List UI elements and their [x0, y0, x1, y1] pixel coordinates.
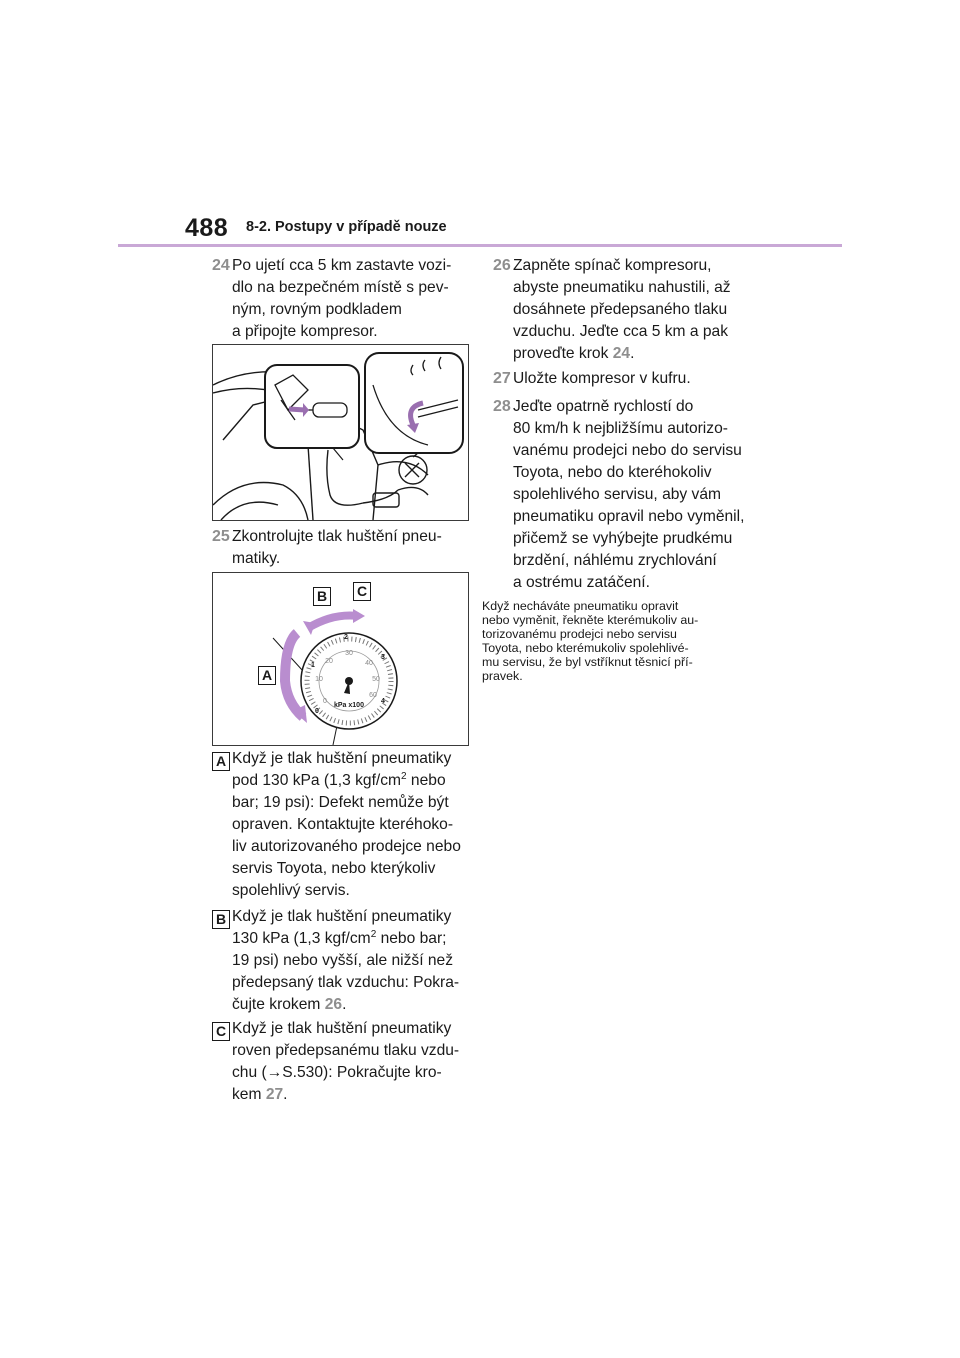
pressure-gauge-figure [212, 572, 469, 746]
step-text: vzduchu. Jeďte cca 5 km a pak [513, 323, 729, 340]
step-text: Jeďte opatrně rychlostí do [513, 398, 694, 415]
step-text: dlo na bezpečném místě s pev- [232, 279, 449, 296]
step-text: přičemž se vyhýbejte prudkému [513, 530, 733, 547]
step-text: proveďte krok 24. [513, 345, 635, 362]
pressure-gauge-drawing [213, 573, 468, 745]
step-text: ným, rovným podkladem [232, 301, 402, 318]
label-a: A [258, 666, 276, 685]
step-number: 26 [493, 257, 511, 274]
note-text: mu servisu, že byl vstříknut těsnicí pří- [482, 655, 693, 669]
note-text: Toyota, nebo kterémukoliv spolehlivé- [482, 641, 689, 655]
label-b: B [313, 587, 331, 606]
header-rule [118, 244, 842, 247]
step-text: a ostrému zatáčení. [513, 574, 650, 591]
description-text: 130 kPa (1,3 kgf/$cm^2$ nebo bar; [232, 929, 447, 947]
step-text: 80 km/h k nejbližšímu autorizo- [513, 420, 728, 437]
description-text: servis Toyota, nebo kterýkoliv [232, 860, 436, 877]
description-text: pod 130 kPa (1,3 kgf/$cm^2$ nebo [232, 771, 446, 789]
compressor-illustration [212, 344, 469, 521]
step-text: Uložte kompresor v kufru. [513, 370, 691, 387]
step-number: 27 [493, 370, 511, 387]
scale-inner-30: 30 [345, 650, 353, 657]
description-text: Když je tlak huštění pneumatiky [232, 1020, 452, 1037]
step-reference-24[interactable]: 24 [612, 345, 631, 362]
step-number: 24 [212, 257, 230, 274]
step-text: matiky. [232, 550, 281, 567]
scale-inner-60: 60 [369, 692, 377, 699]
step-text: a připojte kompresor. [232, 323, 378, 340]
step-text: vanému prodejci nebo do servisu [513, 442, 742, 459]
description-text: chu (→S.530): Pokračujte kro- [232, 1064, 442, 1081]
scale-inner-20: 20 [325, 658, 333, 665]
step-text: spolehlivého servisu, aby vám [513, 486, 722, 503]
note-text: pravek. [482, 669, 523, 683]
description-text: kem 27. [232, 1086, 288, 1103]
description-text: předepsaný tlak vzduchu: Pokra- [232, 974, 460, 991]
note-text: torizovanému prodejci nebo servisu [482, 627, 677, 641]
scale-outer-4: 4 [381, 698, 385, 705]
car-side-drawing [213, 345, 468, 520]
step-text: Po ujetí cca 5 km zastavte vozi- [232, 257, 452, 274]
scale-inner-0: 0 [323, 698, 327, 705]
step-text: brzdění, náhlému zrychlování [513, 552, 717, 569]
scale-outer-2: 2 [344, 634, 348, 641]
description-text: čujte krokem 26. [232, 996, 347, 1013]
step-text: dosáhnete předepsaného tlaku [513, 301, 728, 318]
scale-inner-40: 40 [365, 660, 373, 667]
step-text: abyste pneumatiku nahustili, až [513, 279, 731, 296]
desc-label-a: A [212, 752, 230, 771]
label-c: C [353, 582, 371, 601]
description-text: bar; 19 psi): Defekt nemůže být [232, 794, 449, 811]
step-number: 25 [212, 528, 230, 545]
desc-label-b: B [212, 910, 230, 929]
scale-outer-1: 1 [311, 662, 315, 669]
step-reference-27[interactable]: 27 [265, 1086, 284, 1103]
description-text: Když je tlak huštění pneumatiky [232, 908, 452, 925]
scale-inner-10: 10 [315, 676, 323, 683]
desc-label-c: C [212, 1022, 230, 1041]
gauge-pivot [345, 677, 353, 685]
step-reference-26[interactable]: 26 [324, 996, 343, 1013]
description-text: opraven. Kontaktujte kteréhoko- [232, 816, 454, 833]
scale-outer-0: 0 [315, 708, 319, 715]
description-text: 19 psi) nebo vyšší, ale nižší než [232, 952, 454, 969]
note-text: nebo vyměnit, řekněte kterémukoliv au- [482, 613, 699, 627]
step-number: 28 [493, 398, 511, 415]
scale-inner-50: 50 [372, 676, 380, 683]
step-text: pneumatiku opravil nebo vyměnil, [513, 508, 745, 525]
step-text: Zapněte spínač kompresoru, [513, 257, 712, 274]
scale-outer-3: 3 [381, 654, 385, 661]
description-text: roven předepsanému tlaku vzdu- [232, 1042, 460, 1059]
step-text: Zkontrolujte tlak huštění pneu- [232, 528, 442, 545]
note-text: Když necháváte pneumatiku opravit [482, 599, 679, 613]
zone-b-arrow [308, 616, 358, 629]
gauge-unit: kPa x100 [334, 702, 364, 709]
description-text: spolehlivý servis. [232, 882, 350, 899]
section-title: 8-2. Postupy v případě nouze [246, 219, 447, 235]
zone-a-arrow [285, 633, 303, 717]
step-text: Toyota, nebo do kteréhokoliv [513, 464, 712, 481]
description-text: liv autorizovaného prodejce nebo [232, 838, 461, 855]
page-number: 488 [185, 214, 229, 242]
description-text: Když je tlak huštění pneumatiky [232, 750, 452, 767]
